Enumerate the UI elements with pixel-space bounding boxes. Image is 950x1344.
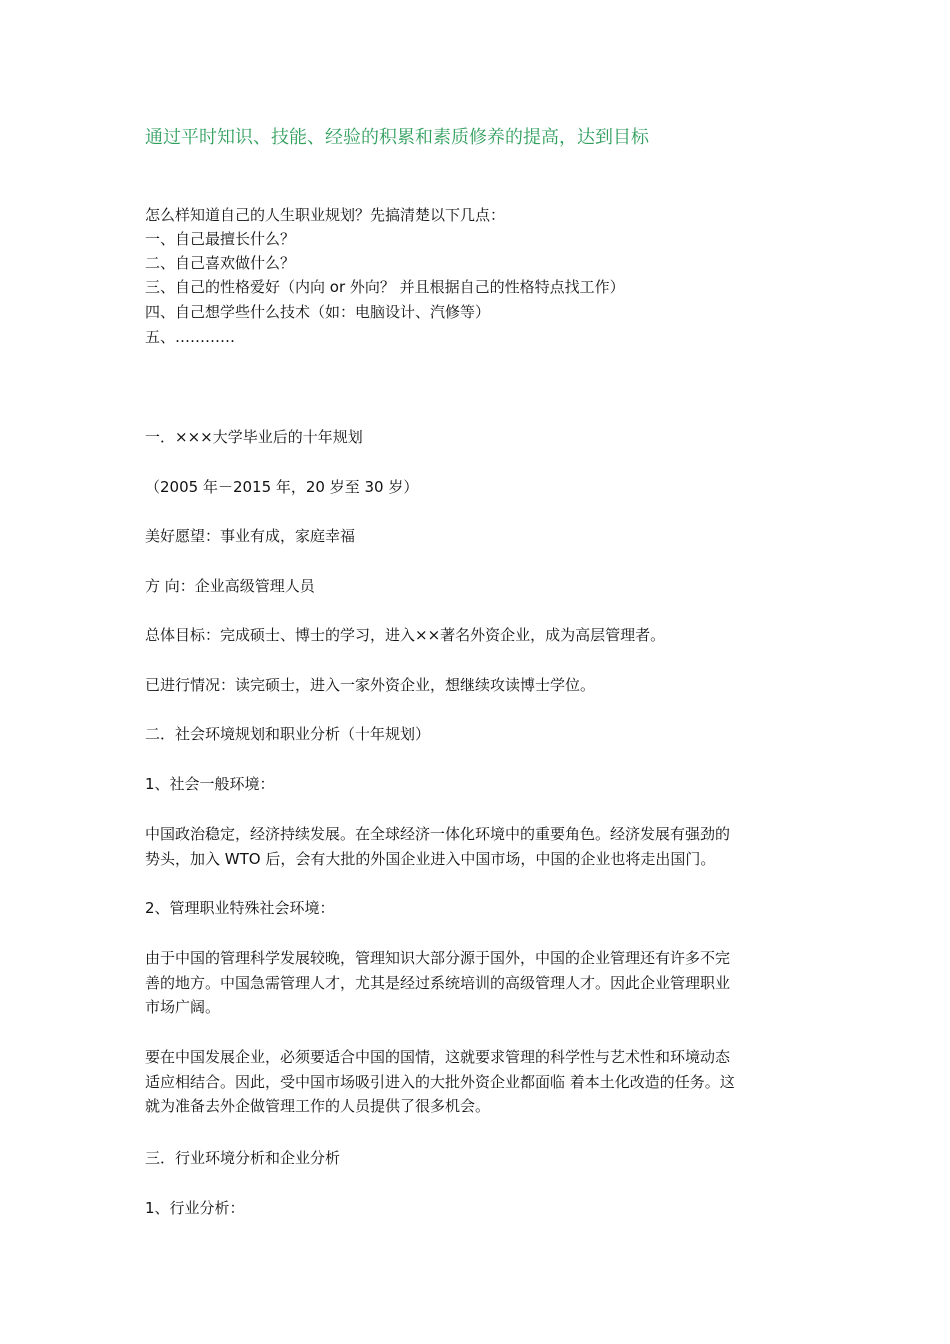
paragraph-line: 要在中国发展企业，必须要适合中国的国情，这就要求管理的科学性与艺术性和环境动态	[145, 1048, 731, 1066]
paragraph-line: 市场广阔。	[145, 998, 221, 1016]
section-1-direction: 方 向：企业高级管理人员	[145, 577, 315, 595]
section-1-heading: 一．×××大学毕业后的十年规划	[145, 428, 363, 446]
intro-item: 一、自己最擅长什么？	[145, 230, 296, 248]
section-1-goal: 总体目标：完成硕士、博士的学习，进入××著名外资企业，成为高层管理者。	[145, 626, 666, 644]
intro-item: 五、…………	[145, 328, 236, 346]
section-1-period: （2005 年－2015 年，20 岁至 30 岁）	[145, 478, 419, 496]
paragraph-line: 适应相结合。因此，受中国市场吸引进入的大批外资企业都面临 着本土化改造的任务。这	[145, 1072, 735, 1091]
section-1-wish: 美好愿望：事业有成，家庭幸福	[145, 527, 356, 545]
intro-item: 三、自己的性格爱好（内向 or 外向？ 并且根据自己的性格特点找工作）	[145, 278, 625, 296]
section-2-subheading-2: 2、管理职业特殊社会环境：	[145, 899, 335, 917]
paragraph-line: 就为准备去外企做管理工作的人员提供了很多机会。	[145, 1097, 491, 1115]
intro-question: 怎么样知道自己的人生职业规划？先搞清楚以下几点：	[145, 206, 506, 224]
paragraph-line: 由于中国的管理科学发展较晚，管理知识大部分源于国外，中国的企业管理还有许多不完	[145, 949, 731, 967]
section-2-heading: 二．社会环境规划和职业分析（十年规划）	[145, 725, 431, 743]
intro-item: 四、自己想学些什么技术（如：电脑设计、汽修等）	[145, 303, 491, 321]
paragraph-line: 势头，加入 WTO 后，会有大批的外国企业进入中国市场，中国的企业也将走出国门。	[145, 849, 716, 868]
document-title: 通过平时知识、技能、经验的积累和素质修养的提高，达到目标	[145, 127, 649, 148]
section-3-heading: 三．行业环境分析和企业分析	[145, 1149, 341, 1167]
paragraph-line: 善的地方。中国急需管理人才，尤其是经过系统培训的高级管理人才。因此企业管理职业	[145, 973, 731, 992]
intro-item: 二、自己喜欢做什么？	[145, 254, 296, 272]
section-1-progress: 已进行情况：读完硕士，进入一家外资企业，想继续攻读博士学位。	[145, 676, 596, 694]
section-2-paragraph-2	[145, 946, 815, 1020]
paragraph-line: 中国政治稳定，经济持续发展。在全球经济一体化环境中的重要角色。经济发展有强劲的	[145, 825, 731, 843]
section-2-paragraph-3	[145, 1045, 815, 1119]
section-3-subheading-1: 1、行业分析：	[145, 1199, 245, 1217]
section-2-subheading-1: 1、社会一般环境：	[145, 775, 275, 793]
section-2-paragraph-1	[145, 822, 815, 871]
